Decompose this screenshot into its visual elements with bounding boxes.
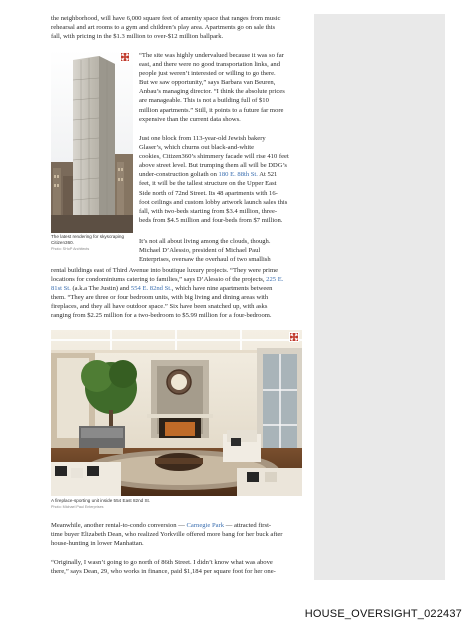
text-line: fireplaces, and they all have outdoor space.” Six have been snatched up, with asks	[51, 303, 268, 311]
expand-icon	[290, 333, 298, 341]
expand-icon	[121, 53, 129, 61]
caption-line: The latest rendering for skyscraping	[51, 234, 125, 239]
text-line: cookies, Citizen360’s shimmery facade will rise 410 feet	[139, 153, 289, 161]
text-line: “Originally, I wasn’t going to go north of 86th Street. I didn’t know what was above	[51, 559, 273, 566]
text-line: expensive than the current data shows.	[139, 115, 241, 123]
text-line: beds from $4.5 million and four-beds from $7 million.	[139, 216, 283, 224]
figure1-credit: Photo: SHoP Architects	[51, 247, 90, 251]
text-line	[139, 170, 309, 179]
figure2-caption: A fireplace-sporting unit inside 554 East 82nd St.	[51, 498, 151, 503]
text-line: million apartments.” Still, it points to a future far more	[139, 106, 284, 114]
text-line: people just weren’t interested or willing to go there.	[139, 70, 276, 78]
text-line: feet, it will be the tallest structure on the Upper East	[139, 180, 277, 188]
text-line: are manageable. This is not a building full of $10	[139, 97, 269, 105]
text-line: Side north of 72nd Street. Its 48 apartments with 16-	[139, 189, 278, 197]
text-span: under-construction goliath on	[139, 171, 219, 179]
text-line	[51, 284, 307, 293]
text-line: Anbau’s managing director. “I think the absolute prices	[139, 88, 285, 96]
dean-quote-paragraph	[51, 558, 307, 576]
carnegie-park-link[interactable]: Carnegie Park	[186, 522, 225, 529]
carnegie-park-paragraph	[51, 521, 307, 548]
address-link-225-e-81st-cont[interactable]: 81st St.	[51, 285, 71, 293]
text-line	[51, 521, 307, 530]
text-line: them. “They are three or four bedroom units, with big living and dining areas with	[51, 294, 269, 302]
text-span: (a.k.a The Justin) and	[70, 285, 131, 293]
intro-paragraph	[51, 14, 307, 41]
interior-unit-image[interactable]	[51, 330, 302, 496]
text-line: there,” says Dean, 29, who works in finance, paid $1,184 per square foot for her one-	[51, 568, 276, 576]
right-sidebar	[314, 14, 445, 580]
expand-image-button[interactable]	[289, 332, 299, 342]
text-line: But we saw opportunity,” says Barbara van Beuren,	[139, 79, 276, 87]
text-line	[51, 275, 307, 284]
address-link-554-e-82nd[interactable]: 554 E. 82nd St.	[130, 285, 172, 293]
dalessio-paragraph-wide	[51, 266, 307, 321]
document-id: HOUSE_OVERSIGHT_022437	[304, 608, 462, 620]
text-span: locations for condominiums catering to families,” says D’Alessio of the projects,	[51, 276, 267, 284]
text-line: the neighborhood, will have 6,000 square feet of amenity space that ranges from music	[51, 15, 281, 22]
text-line: “The site was highly undervalued because it was so far	[139, 52, 284, 59]
address-link-225-e-81st[interactable]: 225 E.	[266, 276, 284, 284]
text-line: Just one block from 113-year-old Jewish bakery	[139, 135, 266, 142]
address-link-180-e-88th[interactable]: 180 E. 88th St.	[218, 171, 258, 179]
text-line: It’s not all about living among the clouds, though.	[139, 238, 271, 245]
quote-paragraph	[139, 51, 309, 124]
expand-image-button[interactable]	[120, 52, 130, 62]
text-line: east, and there were no good transportation links, and	[139, 61, 280, 69]
text-line: time buyer Elizabeth Dean, who realized Yorkville offered more bang for her buck after	[51, 531, 283, 539]
dalessio-paragraph-narrow	[139, 237, 309, 264]
text-line: rental buildings east of Third Avenue into boutique luxury projects. “They were prime	[51, 267, 278, 274]
figure1-caption	[51, 234, 135, 246]
text-line: house-hunting in lower Manhattan.	[51, 540, 144, 548]
text-line: foot ceilings and custom lobby artwork launch sales this	[139, 198, 288, 206]
text-span: At 521	[257, 171, 278, 179]
text-line: fall, with pricing in the $1.3 million to over-$12 million ballpark.	[51, 33, 224, 41]
citizen360-paragraph	[139, 134, 309, 225]
citizen360-rendering-image[interactable]	[51, 50, 133, 233]
text-line: Enterprises, oversaw the overhaul of two smallish	[139, 256, 271, 264]
text-line: Glaser’s, which churns out black-and-white	[139, 144, 255, 152]
text-line: rehearsal and art rooms to a gym and children’s play area. Apartments go on sale this	[51, 24, 276, 32]
text-line: Michael D’Alessio, president of Michael Paul	[139, 247, 261, 255]
text-span: Meanwhile, another rental-to-condo conversion —	[51, 522, 187, 529]
caption-line: Citizen360.	[51, 240, 74, 245]
text-span: , which have nine apartments between	[171, 285, 273, 293]
text-line: above street level. But trumping them all will be DDG’s	[139, 162, 287, 170]
text-span: — attracted first-	[224, 522, 272, 529]
text-line: fall, with two-beds starting from $3.4 million, three-	[139, 207, 278, 215]
figure2-credit: Photo: Michael Paul Enterprises	[51, 505, 104, 509]
text-line: ranging from $2.25 million for a two-bedroom to $5.99 million for a four-bedroom.	[51, 312, 272, 320]
